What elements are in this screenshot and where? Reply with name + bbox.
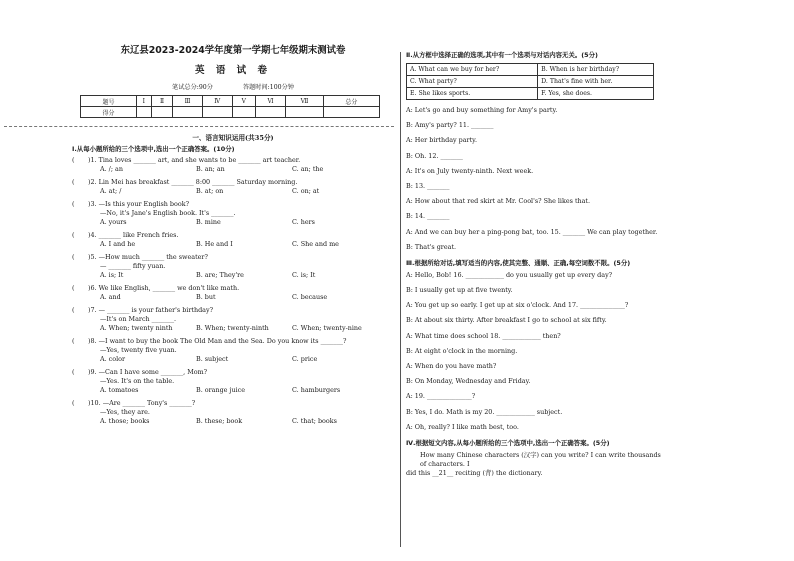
question-text: )5. —How much _______ the sweater? — [88, 253, 208, 261]
dialogue-line: A: You get up so early. I get up at six o'clock. And 17. ______________? — [406, 301, 629, 310]
question-options — [100, 165, 394, 174]
question-text: )2. Lin Mei has breakfast _______ 8:00 _______ Saturday morning. — [88, 178, 298, 186]
dialogue-line: A: Oh, really? I like math best, too. — [406, 422, 519, 431]
answer-bracket[interactable]: ( — [72, 253, 75, 261]
dialogue-line: B: At eight o'clock in the morning. — [406, 346, 518, 355]
answer-option: A. When; twenty ninth — [100, 324, 173, 332]
score-input-cell[interactable] — [232, 107, 255, 118]
answer-option: A. /; an — [100, 165, 123, 173]
total-score: 笔试总分:90分 — [172, 84, 213, 91]
question-item — [72, 399, 394, 426]
question-item — [72, 337, 394, 364]
question-followup: —Yes, twenty five yuan. — [100, 346, 177, 354]
answer-option: A. yours — [100, 218, 127, 226]
score-cell: Ⅳ — [202, 96, 232, 107]
option-cell: C. What party? — [407, 76, 538, 88]
question-stem — [72, 284, 394, 293]
cut-line — [4, 126, 394, 127]
option-cell: B. When is her birthday? — [538, 64, 654, 76]
answer-option: B. an; an — [196, 165, 225, 173]
exam-meta — [72, 82, 394, 91]
answer-option: B. subject — [196, 355, 229, 363]
dialogue-line: B: Yes, I do. Math is my 20. ____________ subject. — [406, 407, 563, 416]
dialogue-line: A: And we can buy her a ping-pong bat, too. 15. _______ We can play together. — [406, 227, 658, 236]
question-text: )7. — _______ is your father's birthday? — [88, 306, 214, 314]
option-box-row — [407, 88, 654, 100]
question-stem — [72, 337, 394, 346]
dialogue-line: A: When do you have math? — [406, 362, 497, 370]
question-list — [72, 156, 394, 426]
question-item — [72, 178, 394, 196]
dialogue-line: B: Amy's party? 11. _______ — [406, 121, 494, 130]
question-text: )10. —Are _______ Tony's _______? — [88, 399, 196, 407]
passage-line: How many Chinese characters (汉字) can you write? I can write thousands of characters. I — [420, 450, 661, 468]
answer-option: C. When; twenty-nine — [292, 324, 362, 332]
answer-option: A. I and he — [100, 240, 136, 248]
answer-option: C. is; It — [292, 271, 316, 279]
answer-option: B. are; They're — [196, 271, 244, 279]
question-item — [72, 306, 394, 333]
answer-option: B. When; twenty-ninth — [196, 324, 269, 332]
question-item — [72, 253, 394, 280]
answer-option: C. an; the — [292, 165, 324, 173]
dialogue-line: A: It's on July twenty-ninth. Next week. — [406, 166, 534, 175]
dialogue-line: B: That's great. — [406, 242, 457, 251]
answer-option: B. He and I — [196, 240, 233, 248]
question-followup: —Yes. It's on the table. — [100, 377, 175, 385]
answer-option: C. on; at — [292, 187, 320, 195]
section4-heading: Ⅳ.根据短文内容,从每小题所给的三个选项中,选出一个正确答案。(5分) — [406, 438, 610, 447]
answer-option: A. color — [100, 355, 126, 363]
dialogue-line: A: Hello, Bob! 16. ____________ do you usually get up every day? — [406, 270, 613, 279]
dialogue-line: B: I usually get up at five twenty. — [406, 286, 513, 295]
question-text: )1. Tina loves _______ art, and she wants to be _______ art teacher. — [88, 156, 301, 164]
question-followup: —No, it's Jane's English book. It's _______. — [100, 209, 236, 217]
score-cell: 总分 — [323, 96, 379, 107]
question-text: )6. We like English, _______ we don't like math. — [88, 284, 240, 292]
score-input-cell[interactable] — [286, 107, 324, 118]
question-stem — [72, 253, 394, 262]
dialogue-line: A: Her birthday party. — [406, 136, 477, 145]
question-text: )9. —Can I have some _______, Mom? — [88, 368, 208, 376]
answer-option: B. orange juice — [196, 386, 245, 394]
answer-time: 答题时间:100分钟 — [242, 84, 294, 91]
answer-option: B. but — [196, 293, 216, 301]
dialogue-line: B: On Monday, Wednesday and Friday. — [406, 377, 531, 386]
section3-heading: Ⅲ.根据所给对话,填写适当的内容,使其完整、通顺、正确,每空词数不限。(5分) — [406, 258, 631, 267]
question-item — [72, 200, 394, 227]
score-input-cell[interactable] — [151, 107, 173, 118]
subject-title: 英 语 试 卷 — [195, 65, 271, 76]
answer-bracket[interactable]: ( — [72, 200, 75, 208]
question-item — [72, 368, 394, 395]
answer-option: C. hers — [292, 218, 315, 226]
exam-title: 东辽县2023-2024学年度第一学期七年级期末测试卷 — [120, 45, 346, 56]
passage-line: did this __21__ reciting (背) the dictionary. — [406, 468, 543, 477]
question-item — [72, 231, 394, 249]
question-followup: — _______ fifty yuan. — [100, 262, 166, 270]
dialogue-line: A: 19. ______________? — [406, 392, 476, 401]
option-box-row — [407, 64, 654, 76]
score-input-cell[interactable] — [202, 107, 232, 118]
answer-option: A. those; books — [100, 417, 150, 425]
question-options — [100, 293, 394, 302]
left-column — [72, 42, 394, 430]
dialogue-line: A: How about that red skirt at Mr. Cool's? She likes that. — [406, 197, 591, 206]
answer-bracket[interactable]: ( — [72, 284, 75, 292]
dialogue-line: A: Let's go and buy something for Amy's party. — [406, 106, 558, 114]
dialogue-line: B: 13. _______ — [406, 181, 450, 190]
answer-bracket[interactable]: ( — [72, 231, 75, 239]
answer-bracket[interactable]: ( — [72, 178, 75, 186]
dialogue-line: A: What time does school 18. ____________ then? — [406, 331, 561, 340]
answer-option: C. She and me — [292, 240, 339, 248]
answer-option: A. tomatoes — [100, 386, 139, 394]
section2-dialogue — [406, 106, 668, 252]
answer-option: C. that; books — [292, 417, 337, 425]
question-options — [100, 355, 394, 364]
section1-heading: Ⅰ.从每小题所给的三个选项中,选出一个正确答案。(10分) — [72, 145, 235, 153]
answer-option: C. because — [292, 293, 328, 301]
score-input-cell[interactable] — [137, 107, 152, 118]
question-text: )3. —Is this your English book? — [88, 200, 190, 208]
score-cell: 得分 — [81, 107, 137, 118]
answer-option: A. is; It — [100, 271, 124, 279]
question-item — [72, 156, 394, 174]
question-stem — [72, 156, 394, 165]
score-table-score-row — [81, 107, 380, 118]
option-cell: F. Yes, she does. — [538, 88, 654, 100]
answer-option: B. at; on — [196, 187, 224, 195]
option-box-row — [407, 76, 654, 88]
right-column — [406, 47, 668, 478]
question-options — [100, 386, 394, 395]
option-box — [406, 63, 654, 100]
question-options — [100, 187, 394, 196]
question-text: )4. _______ like French fries. — [88, 231, 179, 239]
option-cell: D. That's fine with her. — [538, 76, 654, 88]
score-table — [80, 95, 380, 118]
answer-bracket[interactable]: ( — [72, 368, 75, 376]
score-input-cell[interactable] — [173, 107, 202, 118]
dialogue-line: B: At about six thirty. After breakfast I go to school at six fifty. — [406, 316, 607, 325]
dialogue-line: B: Oh. 12. _______ — [406, 151, 463, 160]
score-cell: Ⅱ — [151, 96, 173, 107]
score-cell: Ⅲ — [173, 96, 202, 107]
score-cell: Ⅵ — [255, 96, 285, 107]
score-cell: Ⅶ — [286, 96, 324, 107]
question-followup: —It's on March _______. — [100, 315, 177, 323]
score-cell: 题号 — [81, 96, 137, 107]
question-item — [72, 284, 394, 302]
score-cell: Ⅴ — [232, 96, 255, 107]
question-stem — [72, 368, 394, 377]
question-options — [100, 218, 394, 227]
answer-bracket[interactable]: ( — [72, 399, 75, 407]
question-options — [100, 417, 394, 426]
answer-option: C. price — [292, 355, 318, 363]
option-cell: A. What can we buy for her? — [407, 64, 538, 76]
question-stem — [72, 306, 394, 315]
answer-option: C. hamburgers — [292, 386, 341, 394]
section2-heading: Ⅱ.从方框中选择正确的选项,其中有一个选项与对话内容无关。(5分) — [406, 51, 598, 59]
score-table-header-row — [81, 96, 380, 107]
question-stem — [72, 178, 394, 187]
reading-passage — [406, 451, 668, 478]
question-text: )8. —I want to buy the book The Old Man and the Sea. Do you know its _______? — [88, 337, 347, 345]
part1-title: 一、语言知识运用(共35分) — [192, 134, 274, 142]
question-stem — [72, 399, 394, 408]
question-options — [100, 324, 394, 333]
answer-bracket[interactable]: ( — [72, 337, 75, 345]
dialogue-line: B: 14. _______ — [406, 212, 450, 221]
option-cell: E. She likes sports. — [407, 88, 538, 100]
answer-bracket[interactable]: ( — [72, 306, 75, 314]
answer-option: A. and — [100, 293, 121, 301]
question-stem — [72, 231, 394, 240]
column-divider — [400, 52, 401, 547]
question-stem — [72, 200, 394, 209]
question-options — [100, 240, 394, 249]
section3-dialogue — [406, 271, 668, 432]
score-input-cell[interactable] — [323, 107, 379, 118]
answer-option: B. these; book — [196, 417, 243, 425]
answer-option: A. at; / — [100, 187, 122, 195]
score-cell: Ⅰ — [137, 96, 152, 107]
question-options — [100, 271, 394, 280]
answer-option: B. mine — [196, 218, 221, 226]
score-input-cell[interactable] — [255, 107, 285, 118]
question-followup: —Yes, they are. — [100, 408, 150, 416]
answer-bracket[interactable]: ( — [72, 156, 75, 164]
